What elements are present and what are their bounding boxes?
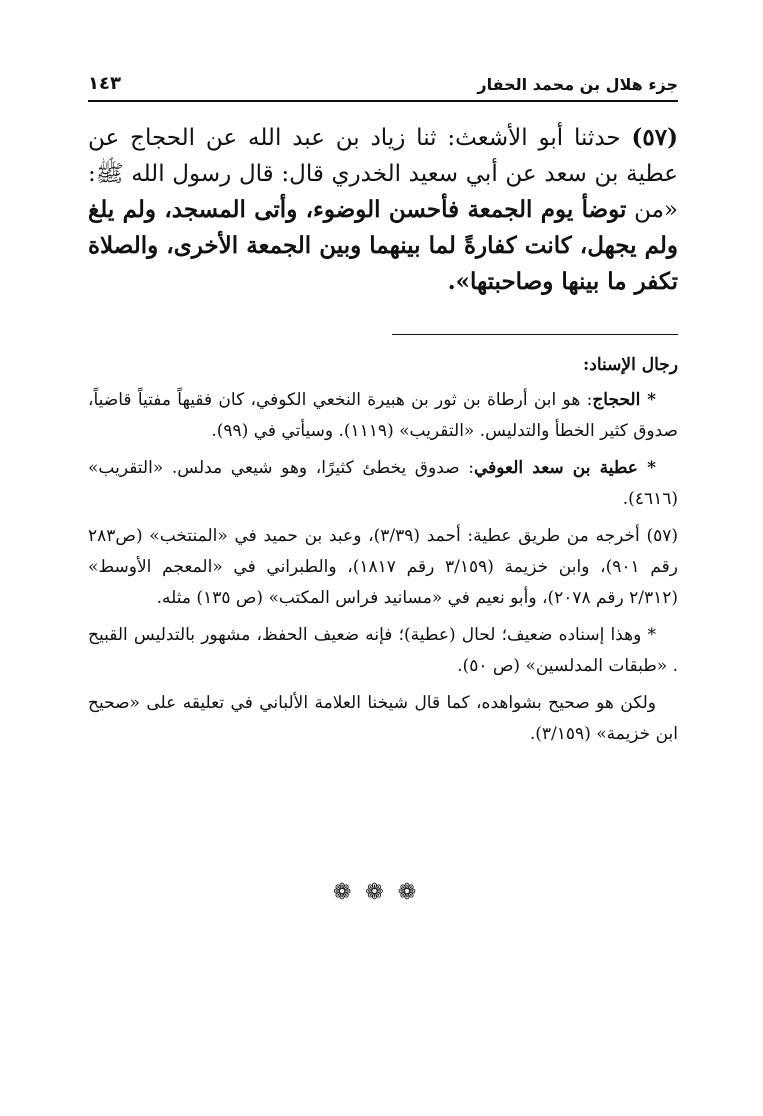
footnotes <box>88 350 678 756</box>
narrator-note <box>88 453 678 515</box>
takhrij-paragraph: (٥٧) أخرجه من طريق عطية: أحمد (٣/٣٩)، وعبد بن حميد في «المنتخب» (ص٢٨٣ رقم ٩٠١)، وابن خزيمة (٣/١٥٩ رقم ١٨١٧)، والطبراني في «المعجم الأوسط» (٢/٣١٢ رقم ٢٠٧٨)، وأبو نعيم في «مسانيد فراس المكتب» (ص ١٣٥) مثله. <box>88 526 678 608</box>
footnote-divider <box>392 334 678 335</box>
narrator-note <box>88 385 678 447</box>
narrator-text: : هو ابن أرطاة بن ثور بن هبيرة النخعي الكوفي، كان فقيهاً مفتياً قاضياً، صدوق كثير الخطأ والتدليس. «التقريب» (١١١٩). وسيأتي في (٩٩). <box>88 390 678 441</box>
hadith-isnad: حدثنا أبو الأشعث: ثنا زياد بن عبد الله عن الحجاج عن عطية بن سعد عن أبي سعيد الخدري قال: قال رسول الله ﷺ: «من <box>88 125 678 223</box>
section-ornament: ❁❁❁ <box>332 880 431 905</box>
conclusion-paragraph: ولكن هو صحيح بشواهده، كما قال شيخنا العلامة الألباني في تعليقه على «صحيح ابن خزيمة» (٣/١٥٩). <box>88 693 678 744</box>
narrator-name: * عطية بن سعد العوفي <box>473 458 656 478</box>
narrator-text: : صدوق يخطئ كثيرًا، وهو شيعي مدلس. «التقريب» (٤٦١٦). <box>88 458 678 509</box>
grading-paragraph: * وهذا إسناده ضعيف؛ لحال (عطية)؛ فإنه ضعيف الحفظ، مشهور بالتدليس القبيح . «طبقات المدلسين» (ص ٥٠). <box>88 625 678 676</box>
narrator-name: * الحجاج <box>592 390 657 410</box>
notes-heading: رجال الإسناد: <box>583 355 678 375</box>
header-divider <box>88 100 678 102</box>
page-number: ١٤٣ <box>88 73 121 94</box>
running-header <box>88 62 678 94</box>
book-title: جزء هلال بن محمد الحفار <box>477 75 678 94</box>
hadith-text <box>88 120 678 300</box>
hadith-number: (٥٧) <box>631 124 679 151</box>
hadith-matn: توضأ يوم الجمعة فأحسن الوضوء، وأتى المسجد، ولم يلغ ولم يجهل، كانت كفارةً لما بينهما وبين الجمعة الأخرى، والصلاة تكفر ما بينها وصاحبتها». <box>88 196 678 295</box>
